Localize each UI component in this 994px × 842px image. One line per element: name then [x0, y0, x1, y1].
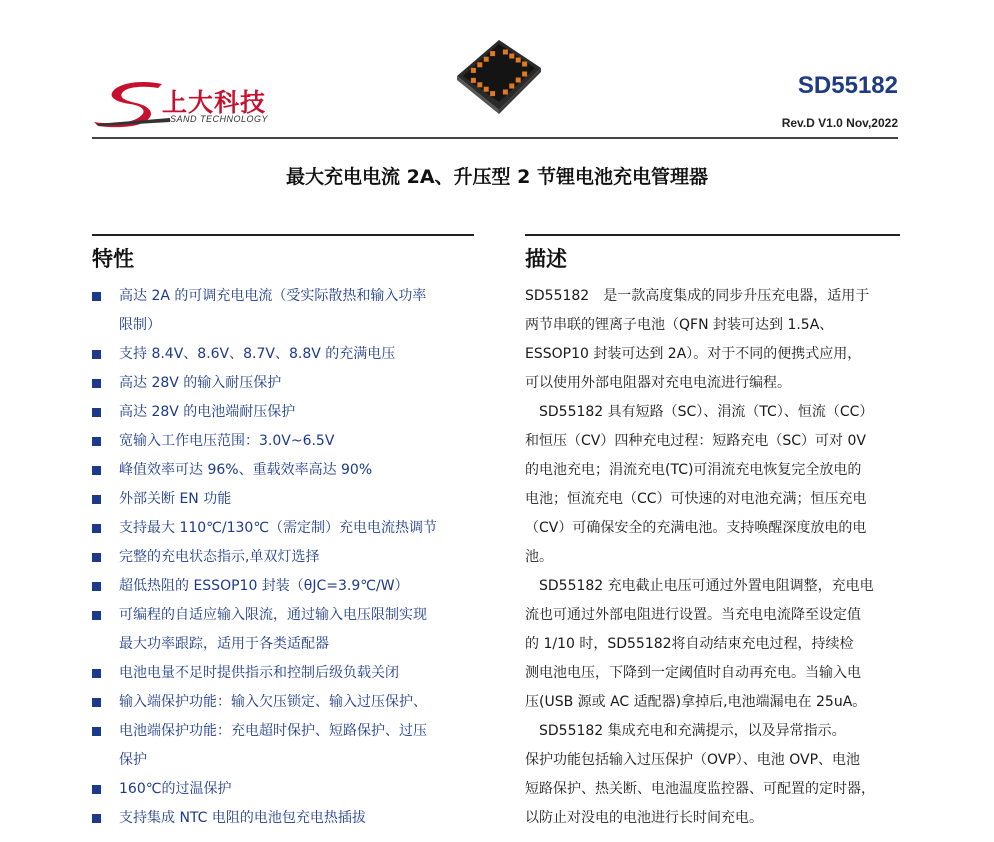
features-rule [92, 234, 474, 236]
description-line: SD55182 充电截止电压可通过外置电阻调整，充电电 [525, 578, 874, 594]
bullet-square-icon [92, 466, 101, 475]
chip-pad [490, 91, 495, 96]
feature-line: 支持最大 110℃/130℃（需定制）充电电流热调节 [119, 520, 438, 536]
feature-line: 宽输入工作电压范围：3.0V~6.5V [119, 433, 335, 449]
bullet-square-icon [92, 669, 101, 678]
description-line: 的 1/10 时，SD55182将自动结束充电过程，持续检 [525, 636, 854, 652]
feature-item [92, 601, 492, 659]
description-rule [525, 234, 900, 236]
bullet-square-icon [92, 524, 101, 533]
feature-line: 输入端保护功能：输入欠压锁定、输入过压保护、 [119, 694, 427, 710]
feature-item [92, 340, 492, 369]
description-line: 池。 [525, 549, 553, 565]
feature-item [92, 514, 492, 543]
bullet-square-icon [92, 611, 101, 620]
feature-item [92, 369, 492, 398]
feature-line: 电池端保护功能：充电超时保护、短路保护、过压 [119, 723, 427, 739]
feature-item [92, 485, 492, 514]
chip-pad [477, 62, 482, 67]
bullet-square-icon [92, 350, 101, 359]
feature-item [92, 398, 492, 427]
description-line: 测电池电压，下降到一定阈值时自动再充电。当输入电 [525, 665, 861, 681]
bullet-square-icon [92, 698, 101, 707]
description-line: （CV）可确保安全的充满电池。支持唤醒深度放电的电 [525, 520, 867, 536]
feature-line: 超低热阻的 ESSOP10 封装（θJC=3.9℃/W） [119, 578, 409, 594]
bullet-square-icon [92, 379, 101, 388]
features-heading: 特性 [92, 247, 134, 271]
description-line: 短路保护、热关断、电池温度监控器、可配置的定时器， [525, 781, 875, 797]
description-line: ESSOP10 封装可达到 2A）。对于不同的便携式应用， [525, 346, 862, 362]
description-line: 和恒压（CV）四种充电过程：短路充电（SC）可对 0V [525, 433, 866, 449]
chip-pad [471, 68, 476, 73]
chip-pad [509, 84, 514, 89]
bullet-square-icon [92, 292, 101, 301]
description-line: SD55182 是一款高度集成的同步升压充电器，适用于 [525, 288, 870, 304]
feature-line: 高达 28V 的输入耐压保护 [119, 375, 282, 391]
description-line: 保护功能包括输入过压保护（OVP）、电池 OVP、电池 [525, 752, 861, 768]
feature-line: 高达 28V 的电池端耐压保护 [119, 404, 296, 420]
description-line: 流也可通过外部电阻进行设置。当充电电流降至设定值 [525, 607, 861, 623]
feature-item [92, 659, 492, 688]
bullet-square-icon [92, 582, 101, 591]
chip-pad [471, 78, 476, 83]
feature-item [92, 717, 492, 775]
feature-line: 完整的充电状态指示,单双灯选择 [119, 549, 320, 565]
document-title: 最大充电电流 2A、升压型 2 节锂电池充电管理器 [286, 166, 708, 188]
bullet-square-icon [92, 495, 101, 504]
feature-line: 可编程的自适应输入限流，通过输入电压限制实现 [119, 607, 427, 623]
feature-item [92, 775, 492, 804]
feature-line: 峰值效率可达 96%、重载效率高达 90% [119, 462, 373, 478]
chip-pad [503, 50, 508, 55]
feature-line: 外部关断 EN 功能 [119, 491, 232, 507]
logo-english-text: SAND TECHNOLOGY [170, 114, 269, 124]
header-divider [92, 137, 898, 139]
bullet-square-icon [92, 727, 101, 736]
qfn-chip-image [455, 38, 543, 118]
feature-line: 最大功率跟踪，适用于各类适配器 [119, 636, 329, 652]
feature-line: 支持集成 NTC 电阻的电池包充电热插拔 [119, 810, 366, 826]
description-line: SD55182 具有短路（SC）、涓流（TC）、恒流（CC） [525, 404, 874, 420]
part-number: SD55182 [797, 72, 898, 99]
feature-item [92, 456, 492, 485]
description-heading: 描述 [525, 247, 567, 271]
feature-item [92, 543, 492, 572]
chip-pad [509, 54, 514, 59]
feature-line: 支持 8.4V、8.6V、8.7V、8.8V 的充满电压 [119, 346, 396, 362]
description-line: 可以使用外部电阻器对充电电流进行编程。 [525, 375, 791, 391]
description-line: 以防止对没电的电池进行长时间充电。 [525, 810, 763, 826]
feature-item [92, 688, 492, 717]
bullet-square-icon [92, 553, 101, 562]
bullet-square-icon [92, 814, 101, 823]
feature-line: 电池电量不足时提供指示和控制后级负载关闭 [119, 665, 399, 681]
features-list [92, 282, 492, 833]
description-line: 两节串联的锂离子电池（QFN 封装可达到 1.5A、 [525, 317, 834, 333]
bullet-square-icon [92, 785, 101, 794]
sand-s-logo-icon [92, 78, 172, 128]
feature-line: 保护 [119, 752, 147, 768]
feature-line: 160℃的过温保护 [119, 781, 232, 797]
feature-item [92, 804, 492, 833]
feature-line: 高达 2A 的可调充电电流（受实际散热和输入功率 [119, 288, 427, 304]
chip-pad [516, 58, 521, 63]
chip-pad [490, 51, 495, 56]
company-logo [92, 78, 282, 128]
feature-item [92, 282, 492, 340]
chip-pad [484, 87, 489, 92]
description-line: 压(USB 源或 AC 适配器)拿掉后,电池端漏电在 25uA。 [525, 694, 867, 710]
feature-line: 限制） [119, 317, 161, 333]
description-line: 的电池充电；涓流充电(TC)可涓流充电恢复完全放电的 [525, 462, 862, 478]
revision-info: Rev.D V1.0 Nov,2022 [781, 116, 898, 130]
chip-icon [455, 38, 543, 114]
bullet-square-icon [92, 437, 101, 446]
chip-pad [516, 78, 521, 83]
feature-item [92, 427, 492, 456]
chip-pad [503, 90, 508, 95]
logo-chinese-text: 上大科技 [162, 88, 267, 117]
chip-pad [522, 72, 527, 77]
description-line: 电池；恒流充电（CC）可快速的对电池充满；恒压充电 [525, 491, 867, 507]
description-text [525, 282, 905, 833]
description-line: SD55182 集成充电和充满提示，以及异常指示。 [525, 723, 846, 739]
chip-pad [522, 62, 527, 67]
chip-pad [484, 57, 489, 62]
bullet-square-icon [92, 408, 101, 417]
feature-item [92, 572, 492, 601]
chip-pad [477, 82, 482, 87]
